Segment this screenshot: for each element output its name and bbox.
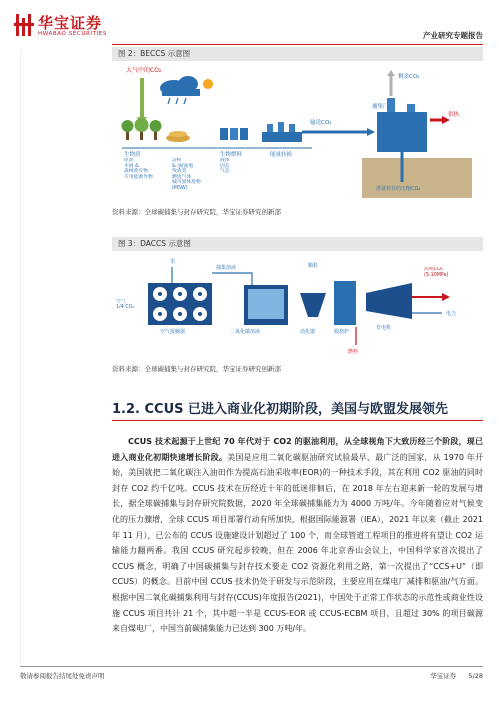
report-type: 产业研究专题报告: [423, 31, 483, 40]
sun-icon: [203, 79, 213, 89]
energy-plant-icon: [262, 122, 302, 142]
page-header: [0, 0, 499, 50]
co2-arrow-icon: [442, 293, 450, 301]
biofuel-label: 生物燃料: [220, 152, 243, 158]
power-label: 电力: [446, 311, 457, 317]
figure-2-source: 资料来源：全球碳捕集与封存研究院，华宝证券研究创新部: [112, 208, 281, 216]
underground-layer: [362, 158, 472, 198]
figure-3-title: 图 3：DACCS 示意图: [112, 237, 483, 251]
tree-icon: [122, 118, 162, 140]
biomass-label: 生物质: [124, 152, 141, 158]
calciner-icon: [300, 281, 356, 325]
transport-label: 输送CO₂: [310, 120, 332, 126]
air-contactor-label: 空气接触器: [160, 329, 186, 335]
page-number: 5/28: [468, 672, 483, 680]
arrow-up-icon: [387, 70, 395, 76]
energy-label: 能量转换: [270, 152, 293, 158]
biomass-items: 原油 木屑 & 森林废弃物 专用能源作物: [124, 158, 153, 180]
logo-text-cn: 华宝证券: [38, 14, 103, 32]
fuel-label: 燃料: [348, 349, 359, 355]
pellet-items: 淀粉 & 油/油脂 残渣类 燃烧气体 城市固体废物 (MSW): [172, 158, 201, 191]
logo-text-en: HWABAO SECURITIES: [38, 31, 107, 37]
capture-label: 捕集厂: [372, 104, 389, 110]
storage-label: 准备封存的压缩CO₂: [376, 186, 421, 192]
atmosphere-label: 大气中的CO₂: [126, 67, 162, 74]
footer-disclaimer: 敬请参阅报告结尾处免责声明: [20, 672, 105, 680]
header-divider: [112, 44, 483, 45]
body-text: 美国是应用二氧化碳驱油研究试验最早、最广泛的国家，从 1970 年开始，美国就把二氧化碳注入油田作为提高石油采收率(EOR)的一种技术手段，其在利用 CO2 驱油的同时封存 CO2 约千亿吨。CCUS 技术在历经近十年的低迷徘徊后，在 2018 年左右迎来新一轮的发展与增长，据全球碳捕集与封存研究院数据，2020 年全球碳捕集能力为 4000 万吨/年。今年随着应对气候变化的压力骤增，全球 CCUS 项目部署行动有所加快，根据国际能源署（IEA），2021 年以来（截止 2021 年 11 月），已公布的 CCUS 设施建设计划超过了 100 个，而全球管道工程项目的推进将有望让 CO2 运输能力翻两番。我国 CCUS 研究起步较晚，但在 2006 年北京香山会议上，中国科学家首次提出了 CCUS 概念，明确了中国碳捕集与封存技术要走 CO2 资源化利用之路，第一次提出了“CCS+U”（即 CCUS）的概念。目前中国 CCUS 技术仍处于研发与示范阶段，主要应用在煤电厂减排和驱油/气方面。根据中国二氧化碳捕集利用与封存(CCUS)年度报告(2021)，中国处于正常工作状态的示范性或商业性设施 CCUS 项目共计 21 个，其中超一半是 CCUS-EOR 或 CCUS-ECBM 项目，且超过 30% 的项目碳源来自煤电厂，中国当前碳捕集能力已达到 300 万吨/年。: [112, 452, 483, 634]
turbine-icon: [366, 283, 412, 319]
biofuel-items: 液体 固态 气态: [220, 158, 230, 175]
figure-2-title: 图 2：BECCS 示意图: [112, 47, 483, 61]
slaker-label: 消化器: [300, 329, 316, 335]
water-label: 水: [170, 259, 176, 265]
footer-page: [430, 671, 483, 680]
pellet-icon: [166, 131, 190, 142]
pure-co2-label: 高纯CO₂ (5-10MPa): [424, 267, 449, 278]
supply-label: 供热: [448, 112, 460, 118]
residual-label: 剩余CO₂: [398, 74, 420, 80]
body-paragraph: [112, 434, 483, 637]
section-title: 1.2. CCUS 已进入商业化初期阶段，美国与欧盟发展领先: [112, 402, 449, 417]
pellet-reactor-icon: [244, 285, 288, 325]
solid-label: 颗粒: [308, 263, 319, 269]
capture-solution-label: 捕集溶液: [216, 265, 237, 271]
cloud-icon: [160, 76, 200, 104]
biofuel-icon: [220, 128, 248, 140]
footer-brand: 华宝证券: [430, 672, 457, 680]
footer-divider: [20, 666, 483, 667]
beccs-diagram: [112, 62, 483, 202]
hwabao-logo-icon: [14, 12, 34, 38]
calciner-label: 煅烧炉: [334, 329, 350, 335]
left-margin-line: [20, 50, 21, 666]
section-divider: [112, 420, 483, 421]
co2-solution-label: 二氧化碳溶液: [230, 329, 261, 335]
daccs-diagram: [112, 253, 483, 361]
turbine-label: 发电机: [376, 325, 392, 331]
air-contactor-icon: [148, 283, 212, 325]
figure-3-source: 资料来源：全球碳捕集与封存研究院，华宝证券研究创新部: [112, 365, 281, 373]
lead-sentence: CCUS 技术起源于上世纪 70 年代对于 CO2 的驱油利用，从全球视角下大致历经三个阶段，现已进入商业化初期快速增长阶段。: [112, 437, 483, 462]
air-label: 空气 1/4 CO₂: [116, 299, 135, 310]
